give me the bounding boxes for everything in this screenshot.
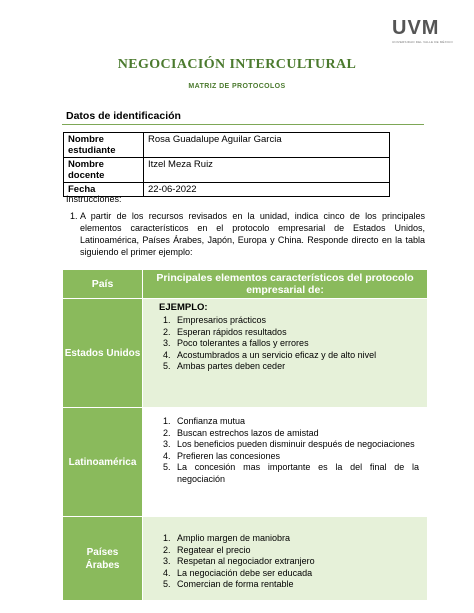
elements-list (153, 533, 419, 591)
list-item: 2. Regatear el precio (173, 545, 419, 557)
logo-wordmark: UVM (392, 17, 440, 39)
header-country: País (63, 270, 142, 298)
list-item: 5. Ambas partes deben ceder (173, 361, 419, 373)
elements-cell-paises-arabes (143, 517, 427, 600)
country-cell-paises-arabes (63, 517, 142, 600)
list-item: 5. La concesión mas importante es la del final de la negociación (173, 462, 419, 485)
list-item: 2. Esperan rápidos resultados (173, 327, 419, 339)
elements-cell-estados-unidos (143, 299, 427, 407)
header-elements: Principales elementos característicos del protocolo empresarial de: (143, 270, 427, 298)
list-item: 5. Comercian de forma rentable (173, 579, 419, 591)
country-cell-estados-unidos (63, 299, 142, 407)
elements-cell-latinoamerica (143, 408, 427, 516)
list-item: 3. Respetan al negociador extranjero (173, 556, 419, 568)
list-item: 4. Acostumbrados a un servicio eficaz y de alto nivel (173, 350, 419, 362)
elements-list (153, 315, 419, 373)
country-cell-latinoamerica (63, 408, 142, 516)
date-label: Fecha (64, 183, 144, 197)
logo-subtext: UNIVERSIDAD DEL VALLE DE MÉXICO (392, 40, 453, 44)
list-item: 3. Los beneficios pueden disminuir después de negociaciones (173, 439, 419, 451)
identification-table (63, 132, 390, 197)
table-row (64, 158, 390, 183)
list-item: 3. Poco tolerantes a fallos y errores (173, 338, 419, 350)
instruction-number: 1. (70, 211, 78, 221)
table-row (64, 133, 390, 158)
teacher-label: Nombre docente (64, 158, 144, 183)
uvm-logo (392, 17, 453, 52)
date-value: 22-06-2022 (144, 183, 390, 197)
student-value: Rosa Guadalupe Aguilar Garcia (144, 133, 390, 158)
country-label: Estados Unidos (64, 347, 141, 359)
list-item: 1. Amplio margen de maniobra (173, 533, 419, 545)
protocol-table (63, 270, 427, 600)
document-subtitle: MATRIZ DE PROTOCOLOS (188, 83, 286, 90)
list-item: 2. Buscan estrechos lazos de amistad (173, 428, 419, 440)
section-title: Datos de identificación (66, 110, 181, 122)
student-label: Nombre estudiante (64, 133, 144, 158)
country-label: Latinoamérica (68, 456, 137, 468)
teacher-value: Itzel Meza Ruiz (144, 158, 390, 183)
list-item: 4. Prefieren las concesiones (173, 451, 419, 463)
section-divider (62, 124, 424, 125)
list-item: 4. La negociación debe ser educada (173, 568, 419, 580)
country-label: Países Árabes (85, 546, 120, 571)
document-title: NEGOCIACIÓN INTERCULTURAL (117, 57, 357, 72)
list-item: 1. Confianza mutua (173, 416, 419, 428)
instruction-item (70, 210, 425, 258)
instruction-text: A partir de los recursos revisados en la unidad, indica cinco de los principales elementos característicos en el protocolo empresarial de Estados Unidos, Latinoamérica, Países Árabes, Japón, Europa y China. Responde directo en la tabla siguiendo el primer ejemplo: (80, 211, 425, 257)
example-label: EJEMPLO: (159, 302, 208, 313)
list-item: 1. Empresarios prácticos (173, 315, 419, 327)
instructions-label: Instrucciones: (66, 194, 122, 204)
elements-list (153, 416, 419, 485)
